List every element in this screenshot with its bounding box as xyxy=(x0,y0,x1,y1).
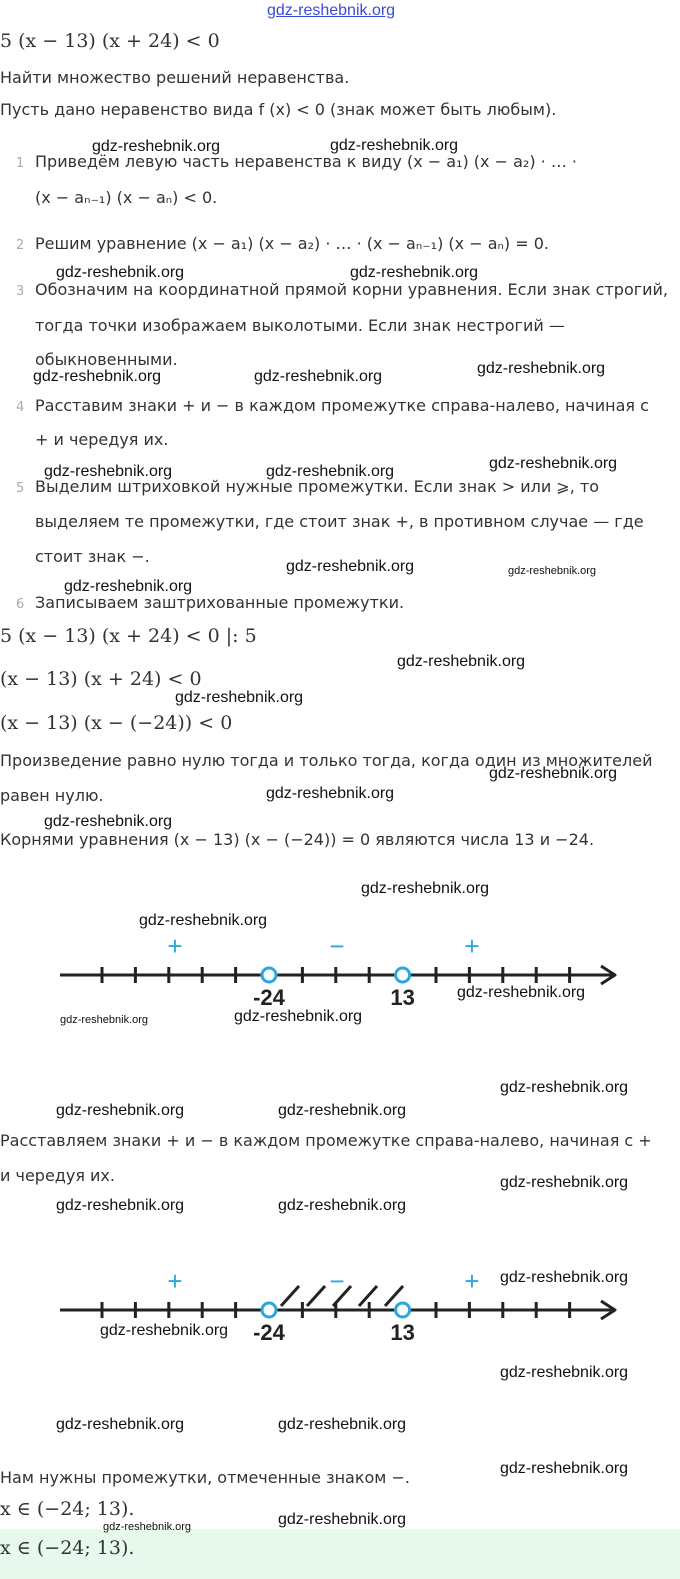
watermark: gdz-reshebnik.org xyxy=(64,578,193,595)
result-line: x ∈ (−24; 13). xyxy=(0,1498,135,1520)
step-text: стоит знак −. xyxy=(35,547,150,566)
watermark: gdz-reshebnik.org xyxy=(489,455,618,472)
watermark: gdz-reshebnik.org xyxy=(56,264,185,281)
solution-text: и чередуя их. xyxy=(0,1166,115,1185)
solution-text: равен нулю. xyxy=(0,786,104,805)
root-point xyxy=(396,968,410,982)
solution-text: Корнями уравнения (x − 13) (x − (−24)) = 0 являются числа 13 и −24. xyxy=(0,830,595,849)
watermark: gdz-reshebnik.org xyxy=(286,558,415,575)
watermark: gdz-reshebnik.org xyxy=(56,1197,185,1214)
step-text: (x − aₙ₋₁) (x − aₙ) < 0. xyxy=(35,188,218,207)
interval-sign: + xyxy=(464,931,480,961)
step-number: 4 xyxy=(16,400,25,415)
step-number: 2 xyxy=(16,238,25,253)
watermark: gdz-reshebnik.org xyxy=(477,360,606,377)
step-number: 3 xyxy=(16,284,25,299)
root-point xyxy=(262,968,276,982)
watermark: gdz-reshebnik.org xyxy=(266,463,395,480)
watermark: gdz-reshebnik.org xyxy=(33,368,162,385)
intro-text: Пусть дано неравенство вида f (x) < 0 (знак может быть любым). xyxy=(0,100,557,119)
step-text: + и чередуя их. xyxy=(35,430,169,449)
answer-text: x ∈ (−24; 13). xyxy=(0,1537,135,1559)
watermark: gdz-reshebnik.org xyxy=(60,1014,149,1026)
watermark: gdz-reshebnik.org xyxy=(92,138,221,155)
watermark: gdz-reshebnik.org xyxy=(330,137,459,154)
number-line-chart xyxy=(0,920,680,1020)
watermark: gdz-reshebnik.org xyxy=(175,689,304,706)
interval-sign: + xyxy=(464,1266,480,1296)
watermark: gdz-reshebnik.org xyxy=(56,1102,185,1119)
watermark: gdz-reshebnik.org xyxy=(278,1511,407,1528)
watermark: gdz-reshebnik.org xyxy=(278,1102,407,1119)
step-text: Выделим штриховкой нужные промежутки. Если знак > или ⩾, то xyxy=(35,477,599,496)
task-text: Найти множество решений неравенства. xyxy=(0,68,350,87)
root-point xyxy=(396,1303,410,1317)
watermark: gdz-reshebnik.org xyxy=(500,1079,629,1096)
solution-equation: (x − 13) (x + 24) < 0 xyxy=(0,668,202,690)
watermark: gdz-reshebnik.org xyxy=(139,912,268,929)
root-label: 13 xyxy=(390,1320,415,1345)
watermark: gdz-reshebnik.org xyxy=(361,880,490,897)
watermark: gdz-reshebnik.org xyxy=(489,765,618,782)
watermark: gdz-reshebnik.org xyxy=(397,653,526,670)
watermark: gdz-reshebnik.org xyxy=(350,264,479,281)
watermark: gdz-reshebnik.org xyxy=(457,984,586,1001)
watermark: gdz-reshebnik.org xyxy=(103,1521,192,1533)
site-header[interactable]: gdz-reshebnik.org xyxy=(267,2,396,19)
problem-statement: 5 (x − 13) (x + 24) < 0 xyxy=(0,30,220,52)
root-label: -24 xyxy=(253,1320,285,1345)
watermark: gdz-reshebnik.org xyxy=(254,368,383,385)
root-label: 13 xyxy=(390,985,415,1010)
step-text: Записываем заштрихованные промежутки. xyxy=(35,593,405,612)
watermark: gdz-reshebnik.org xyxy=(100,1322,229,1339)
root-label: -24 xyxy=(253,985,285,1010)
watermark: gdz-reshebnik.org xyxy=(500,1174,629,1191)
watermark: gdz-reshebnik.org xyxy=(266,785,395,802)
watermark: gdz-reshebnik.org xyxy=(234,1008,363,1025)
watermark: gdz-reshebnik.org xyxy=(508,565,597,577)
interval-sign: + xyxy=(167,1266,183,1296)
hatch-mark xyxy=(281,1286,299,1306)
step-text: обыкновенными. xyxy=(35,350,178,369)
interval-sign: − xyxy=(329,1266,345,1296)
step-number: 5 xyxy=(16,481,25,496)
interval-sign: − xyxy=(329,931,345,961)
solution-text: Расставляем знаки + и − в каждом промежутке справа-налево, начиная с + xyxy=(0,1131,652,1150)
root-point xyxy=(262,1303,276,1317)
step-text: Приведём левую часть неравенства к виду (x − a₁) (x − a₂) · … · xyxy=(35,152,577,171)
watermark: gdz-reshebnik.org xyxy=(500,1460,629,1477)
step-text: Обозначим на координатной прямой корни уравнения. Если знак строгий, xyxy=(35,280,669,299)
solution-text: Нам нужны промежутки, отмеченные знаком −. xyxy=(0,1468,410,1487)
watermark: gdz-reshebnik.org xyxy=(500,1269,629,1286)
hatch-mark xyxy=(307,1286,325,1306)
step-text: Расставим знаки + и − в каждом промежутке справа-налево, начиная с xyxy=(35,396,649,415)
step-text: тогда точки изображаем выколотыми. Если знак нестрогий — xyxy=(35,316,565,335)
step-number: 1 xyxy=(16,156,25,171)
watermark: gdz-reshebnik.org xyxy=(44,813,173,830)
watermark: gdz-reshebnik.org xyxy=(278,1416,407,1433)
watermark: gdz-reshebnik.org xyxy=(44,463,173,480)
solution-equation: 5 (x − 13) (x + 24) < 0 |: 5 xyxy=(0,625,257,647)
step-text: выделяем те промежутки, где стоит знак +, в противном случае — где xyxy=(35,512,644,531)
solution-equation: (x − 13) (x − (−24)) < 0 xyxy=(0,712,233,734)
solution-text: Произведение равно нулю тогда и только тогда, когда один из множителей xyxy=(0,751,653,770)
step-text: Решим уравнение (x − a₁) (x − a₂) · … · (x − aₙ₋₁) (x − aₙ) = 0. xyxy=(35,234,549,253)
watermark: gdz-reshebnik.org xyxy=(500,1364,629,1381)
watermark: gdz-reshebnik.org xyxy=(56,1416,185,1433)
interval-sign: + xyxy=(167,931,183,961)
step-number: 6 xyxy=(16,597,25,612)
watermark: gdz-reshebnik.org xyxy=(278,1197,407,1214)
